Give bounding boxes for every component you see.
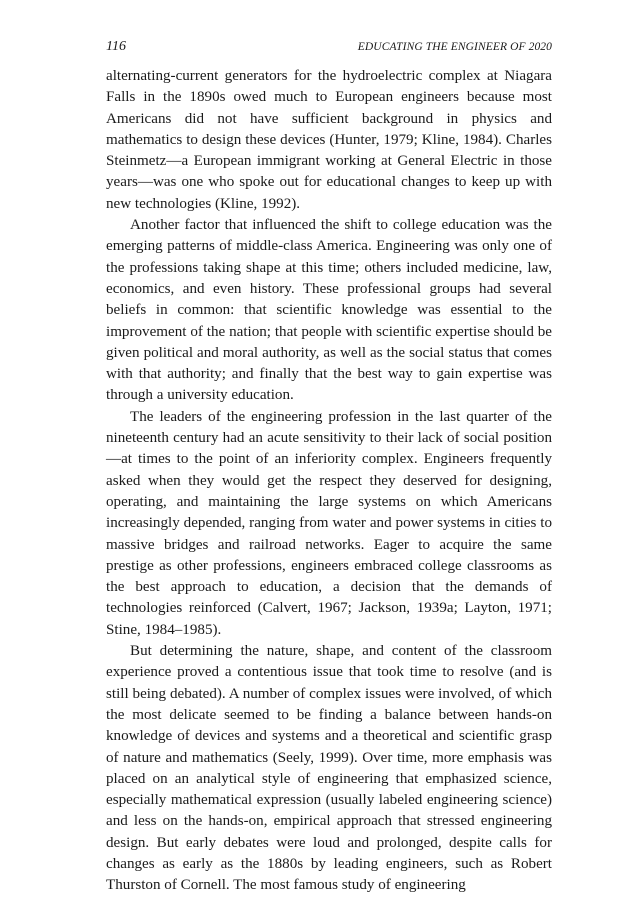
running-head — [106, 38, 552, 56]
page-number: 116 — [106, 39, 126, 54]
paragraph-continued: alternating-current generators for the hydroelectric complex at Niagara Falls in the 1890s owed much to European engineers because most Americans did not have sufficient background in physics and mathematics to design these devices (Hunter, 1979; Kline, 1984). Charles Steinmetz—a European immigrant working at General Electric in those years—was one who spoke out for educational changes to keep up with new technologies (Kline, 1992). — [106, 68, 552, 212]
body-text — [106, 66, 552, 897]
paragraph: The leaders of the engineering profession in the last quarter of the nineteenth century had an acute sensitivity to their lack of social position—at times to the point of an inferiority complex. Engineers frequently asked when they would get the respect they deserved for designing, operating, and maintaining the large systems on which Americans increasingly depended, ranging from water and power systems in cities to massive bridges and railroad networks. Eager to acquire the same prestige as other professions, engineers embraced college classrooms as the best approach to education, a decision that the demands of technologies reinforced (Calvert, 1967; Jackson, 1939a; Layton, 1971; Stine, 1984–1985). — [106, 408, 552, 638]
paragraph: Another factor that influenced the shift to college education was the emerging patterns of middle-class America. Engineering was only one of the professions taking shape at this time; others included medicine, law, economics, and even history. These professional groups had several beliefs in common: that scientific knowledge was essential to the improvement of the nation; that people with scientific expertise should be given political and moral authority, as well as the social status that comes with that authority; and finally that the best way to gain expertise was through a university education. — [106, 217, 552, 404]
running-title: EDUCATING THE ENGINEER OF 2020 — [357, 41, 552, 53]
paragraph: But determining the nature, shape, and content of the classroom experience proved a contentious issue that took time to resolve (and is still being debated). A number of complex issues were involved, of which the most delicate seemed to be finding a balance between hands-on knowledge of devices and systems and a theoretical and scientific grasp of nature and mathematics (Seely, 1999). Over time, more emphasis was placed on an analytical style of engineering that emphasized science, especially mathematical expression (usually labeled engineering science) and less on the hands-on, empirical approach that stressed engineering design. But early debates were loud and prolonged, despite calls for changes as early as the 1880s by leading engineers, such as Robert Thurston of Cornell. The most famous study of engineering — [106, 643, 552, 894]
